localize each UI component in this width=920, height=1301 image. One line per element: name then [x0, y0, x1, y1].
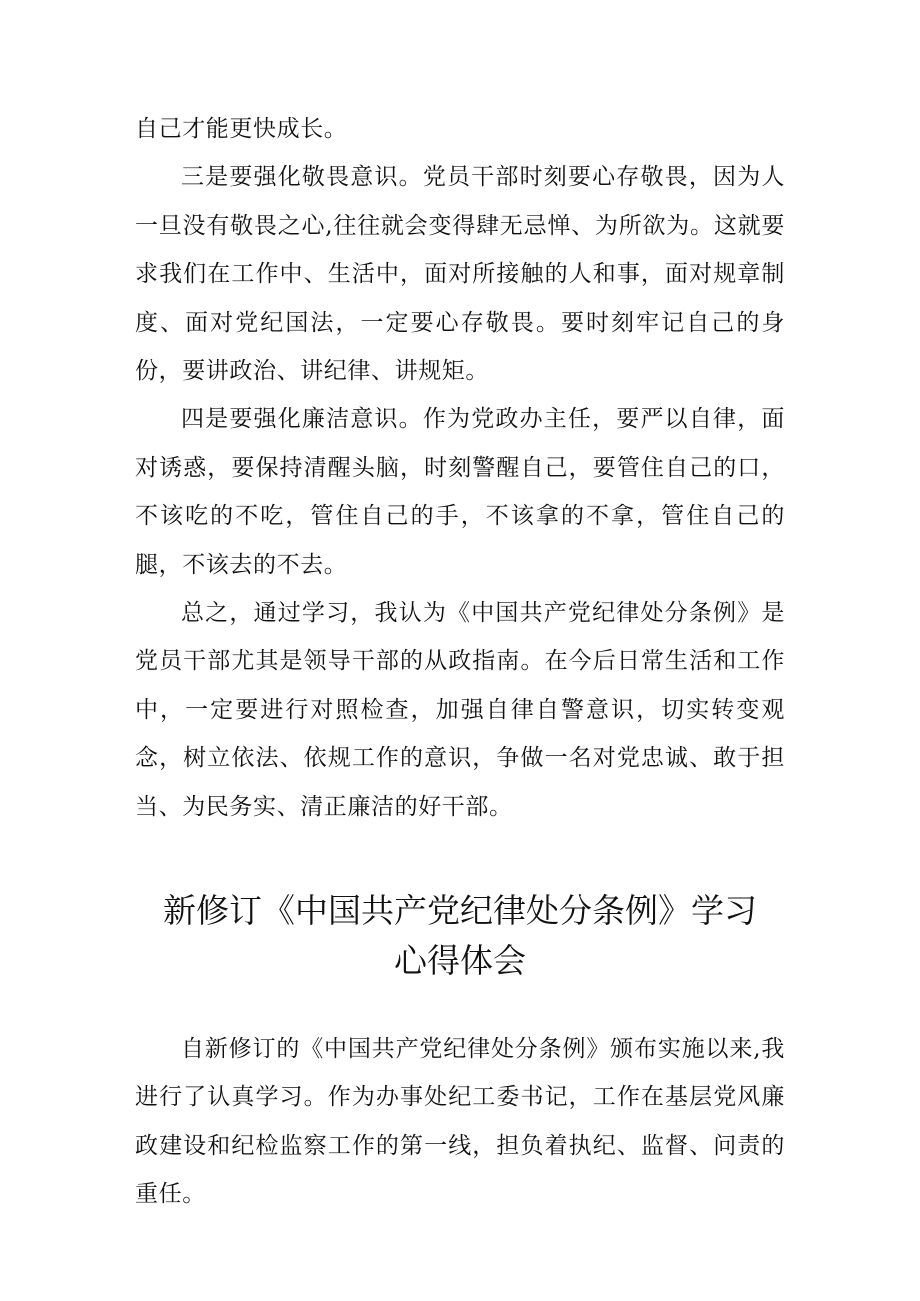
- article-intro-paragraph: 自新修订的《中国共产党纪律处分条例》颁布实施以来,我进行了认真学习。作为办事处纪工委书记，工作在基层党风廉政建设和纪检监察工作的第一线，担负着执纪、监督、问责的重任。: [135, 1036, 785, 1208]
- continuation-line: 自己才能更快成长。: [135, 116, 348, 142]
- article-title: [135, 886, 785, 986]
- article-title-line-2: 心得体会: [394, 941, 526, 980]
- paragraph-integrity: 四是要强化廉洁意识。作为党政办主任，要严以自律，面对诱惑，要保持清醒头脑，时刻警醒自己，要管住自己的口，不该吃的不吃，管住自己的手，不该拿的不拿，管住自己的腿，不该去的不去。: [135, 406, 785, 578]
- top-section: [135, 105, 785, 831]
- paragraph-awe: 三是要强化敬畏意识。党员干部时刻要心存敬畏，因为人一旦没有敬畏之心,往往就会变得肆无忌惮、为所欲为。这就要求我们在工作中、生活中，面对所接触的人和事，面对规章制度、面对党纪国法，一定要心存敬畏。要时刻牢记自己的身份，要讲政治、讲纪律、讲规矩。: [135, 164, 785, 385]
- article-body: [135, 1025, 785, 1219]
- article-title-line-1: 新修订《中国共产党纪律处分条例》学习: [163, 891, 757, 930]
- paragraph-conclusion: 总之，通过学习，我认为《中国共产党纪律处分条例》是党员干部尤其是领导干部的从政指南。在今后日常生活和工作中，一定要进行对照检查，加强自律自警意识，切实转变观念，树立依法、依规工作的意识，争做一名对党忠诚、敢于担当、为民务实、清正廉洁的好干部。: [135, 600, 785, 820]
